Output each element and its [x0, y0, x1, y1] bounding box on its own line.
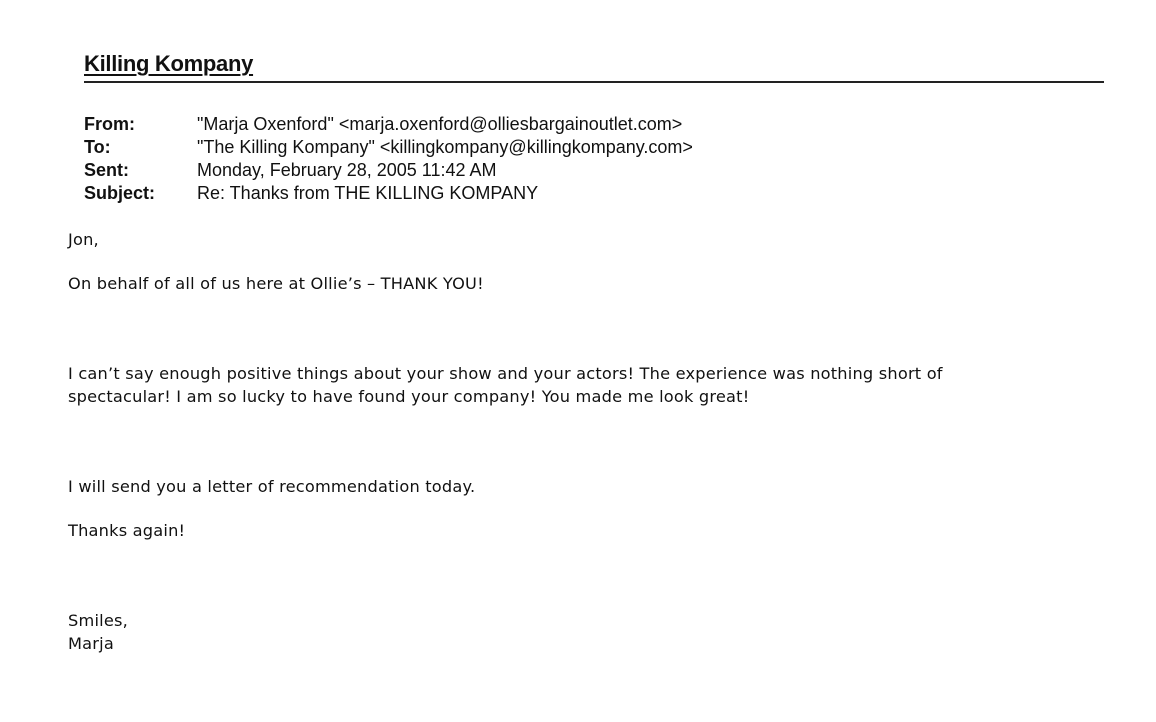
signature: Marja	[68, 634, 114, 653]
sign-off	[68, 563, 1128, 701]
body-paragraph-recommendation: I will send you a letter of recommendation today.	[68, 477, 476, 496]
title-divider	[84, 81, 1104, 83]
email-body	[68, 228, 1128, 722]
subject-value: Re: Thanks from THE KILLING KOMPANY	[197, 183, 539, 203]
subject-label: Subject:	[84, 183, 156, 203]
body-paragraph-thanks-again: Thanks again!	[68, 521, 186, 540]
from-label: From:	[84, 114, 135, 134]
to-value: "The Killing Kompany" <killingkompany@killingkompany.com>	[197, 137, 693, 157]
body-paragraph-thanks: On behalf of all of us here at Ollie’s – THANK YOU!	[68, 274, 484, 293]
sent-value: Monday, February 28, 2005 11:42 AM	[197, 160, 497, 180]
to-row	[84, 136, 693, 159]
praise-line-2: spectacular! I am so lucky to have found your company! You made me look great!	[68, 387, 750, 406]
closing: Smiles,	[68, 611, 128, 630]
subject-row	[84, 182, 693, 205]
body-paragraph-praise	[68, 316, 1128, 454]
from-row	[84, 113, 693, 136]
document-title: Killing Kompany	[84, 51, 254, 76]
greeting: Jon,	[68, 230, 99, 249]
sent-row	[84, 159, 693, 182]
from-value: "Marja Oxenford" <marja.oxenford@olliesbargainoutlet.com>	[197, 114, 683, 134]
document-header	[84, 50, 1104, 78]
email-headers	[84, 113, 693, 205]
praise-line-1: I can’t say enough positive things about your show and your actors! The experience was nothing short of	[68, 364, 943, 383]
sent-label: Sent:	[84, 160, 129, 180]
to-label: To:	[84, 137, 111, 157]
